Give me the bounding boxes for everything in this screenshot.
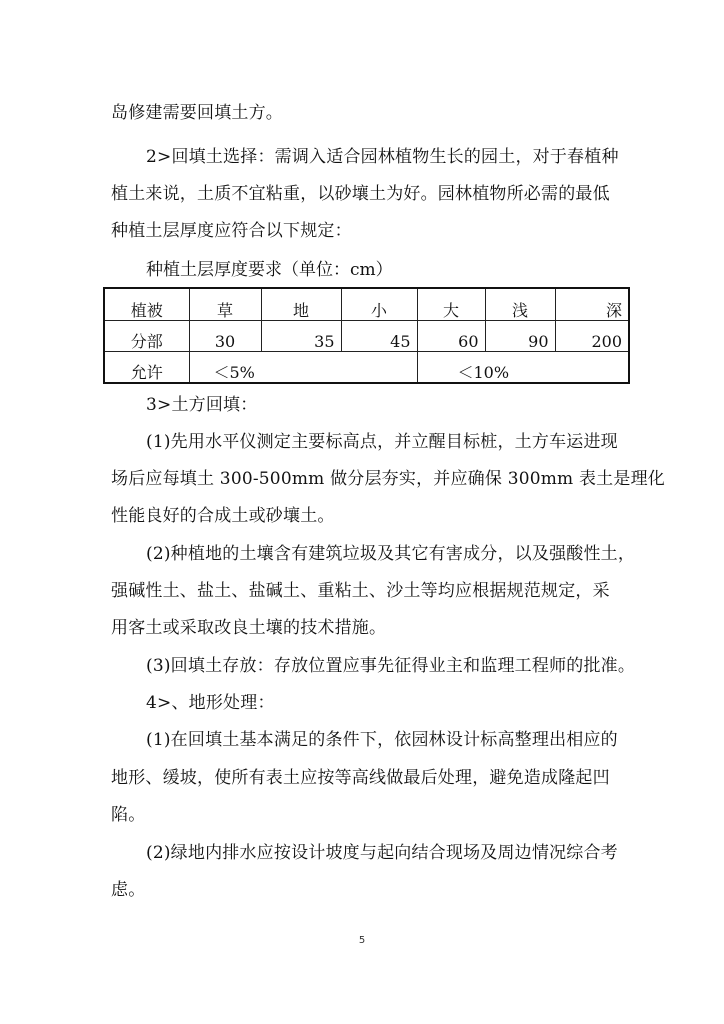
table-cell: 分部 xyxy=(104,321,189,352)
table-cell: 30 xyxy=(189,321,261,352)
paragraph-5-line-2: 强碱性土、盐土、盐碱土、重粘土、沙土等均应根据规范规定，采 xyxy=(111,581,610,601)
table-caption: 种植土层厚度要求（单位：cm） xyxy=(146,260,393,280)
soil-depth-table xyxy=(103,287,630,384)
paragraph-3: 3>土方回填： xyxy=(146,395,258,415)
table-cell: 45 xyxy=(341,321,417,352)
paragraph-4-line-2: 场后应每填土 300-500mm 做分层夯实，并应确保 300mm 表土是理化 xyxy=(111,469,665,489)
paragraph-5-line-1: (2)种植地的土壤含有建筑垃圾及其它有害成分，以及强酸性土， xyxy=(146,544,636,564)
table-row xyxy=(104,321,629,352)
table-cell: 深 xyxy=(555,288,629,321)
table-cell: 允许 xyxy=(104,352,189,384)
table-cell: ＜5% xyxy=(189,352,417,384)
paragraph-2-line-1: 2>回填土选择：需调入适合园林植物生长的园土，对于春植种 xyxy=(146,147,619,167)
paragraph-8-line-3: 陷。 xyxy=(111,805,146,825)
table-cell: 35 xyxy=(261,321,341,352)
paragraph-8-line-2: 地形、缓坡，使所有表土应按等高线做最后处理，避免造成隆起凹 xyxy=(111,768,610,788)
table-cell: 90 xyxy=(485,321,555,352)
paragraph-9-line-1: (2)绿地内排水应按设计坡度与起向结合现场及周边情况综合考 xyxy=(146,843,618,863)
paragraph-4-line-3: 性能良好的合成土或砂壤土。 xyxy=(111,506,335,526)
table-cell: 植被 xyxy=(104,288,189,321)
table-row xyxy=(104,352,629,384)
paragraph-9-line-2: 虑。 xyxy=(111,880,146,900)
paragraph-1: 岛修建需要回填土方。 xyxy=(111,103,283,123)
paragraph-4-line-1: (1)先用水平仪测定主要标高点，并立醒目标桩，土方车运进现 xyxy=(146,432,618,452)
paragraph-7: 4>、地形处理： xyxy=(146,693,275,713)
table-cell: 地 xyxy=(261,288,341,321)
paragraph-5-line-3: 用客土或采取改良土壤的技术措施。 xyxy=(111,618,387,638)
table-row xyxy=(104,288,629,321)
paragraph-2-line-3: 种植土层厚度应符合以下规定： xyxy=(111,221,352,241)
paragraph-6: (3)回填土存放：存放位置应事先征得业主和监理工程师的批准。 xyxy=(146,656,636,676)
table-cell: 200 xyxy=(555,321,629,352)
page-number: 5 xyxy=(358,935,366,946)
table-cell: 60 xyxy=(417,321,485,352)
table-cell: 浅 xyxy=(485,288,555,321)
table-cell: 小 xyxy=(341,288,417,321)
paragraph-2-line-2: 植土来说，土质不宜粘重，以砂壤土为好。园林植物所必需的最低 xyxy=(111,184,610,204)
table-cell: ＜10% xyxy=(417,352,629,384)
table-cell: 草 xyxy=(189,288,261,321)
table-cell: 大 xyxy=(417,288,485,321)
paragraph-8-line-1: (1)在回填土基本满足的条件下，依园林设计标高整理出相应的 xyxy=(146,730,618,750)
